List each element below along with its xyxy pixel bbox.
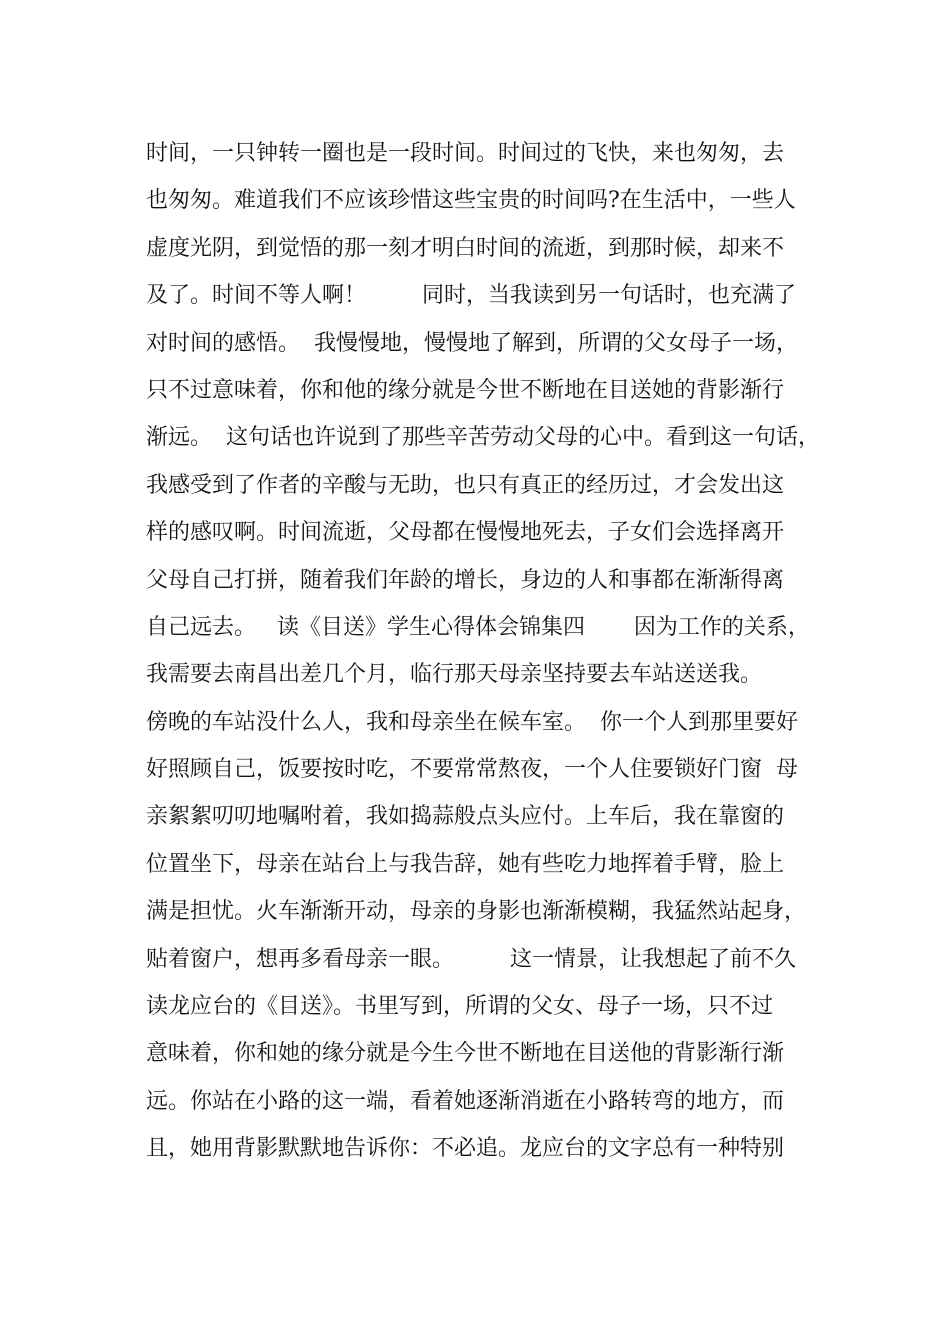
text-line: 时间，一只钟转一圈也是一段时间。时间过的飞快，来也匆匆，去 [146, 141, 785, 166]
text-line: 亲絮絮叨叨地嘱咐着，我如捣蒜般点头应付。上车后，我在靠窗的 [146, 804, 785, 830]
text-line: 只不过意味着，你和他的缘分就是今世不断地在目送她的背影渐行 [146, 377, 785, 403]
text-line: 意味着，你和她的缘分就是今生今世不断地在目送他的背影渐行渐 [146, 1041, 785, 1067]
text-line: 我感受到了作者的辛酸与无助，也只有真正的经历过，才会发出这 [146, 472, 785, 498]
text-line: 远。你站在小路的这一端，看着她逐渐消逝在小路转弯的地方，而 [146, 1088, 785, 1114]
text-line: 位置坐下，母亲在站台上与我告辞，她有些吃力地挥着手臂，脸上 [146, 851, 785, 877]
text-line: 好照顾自己，饭要按时吃，不要常常熬夜，一个人住要锁好门窗 母 [146, 757, 798, 783]
text-line: 渐远。 这句话也许说到了那些辛苦劳动父母的心中。看到这一句话， [146, 425, 820, 451]
text-line: 对时间的感悟。 我慢慢地，慢慢地了解到，所谓的父女母子一场， [146, 330, 798, 356]
text-line: 及了。时间不等人啊！ 同时，当我读到另一句话时，也充满了 [146, 283, 796, 309]
text-line: 虚度光阴，到觉悟的那一刻才明白时间的流逝，到那时候，却来不 [146, 235, 785, 261]
text-line: 傍晚的车站没什么人，我和母亲坐在候车室。 你一个人到那里要好 [146, 709, 798, 735]
text-line: 读龙应台的《目送》。书里写到，所谓的父女、母子一场，只不过 [146, 994, 774, 1020]
text-line: 且，她用背影默默地告诉你：不必追。龙应台的文字总有一种特别 [146, 1136, 785, 1162]
text-line: 满是担忧。火车渐渐开动，母亲的身影也渐渐模糊，我猛然站起身， [146, 899, 807, 925]
text-line: 也匆匆。难道我们不应该珍惜这些宝贵的时间吗?在生活中，一些人 [146, 188, 796, 214]
text-line: 样的感叹啊。时间流逝，父母都在慢慢地死去，子女们会选择离开 [146, 520, 785, 546]
body-text [146, 130, 836, 1173]
text-line: 父母自己打拼，随着我们年龄的增长，身边的人和事都在渐渐得离 [146, 567, 785, 593]
text-line: 贴着窗户，想再多看母亲一眼。 这一情景，让我想起了前不久 [146, 946, 796, 972]
text-line: 自己远去。 读《目送》学生心得体会锦集四 因为工作的关系， [146, 614, 810, 640]
text-line: 我需要去南昌出差几个月，临行那天母亲坚持要去车站送送我。 [146, 662, 763, 688]
